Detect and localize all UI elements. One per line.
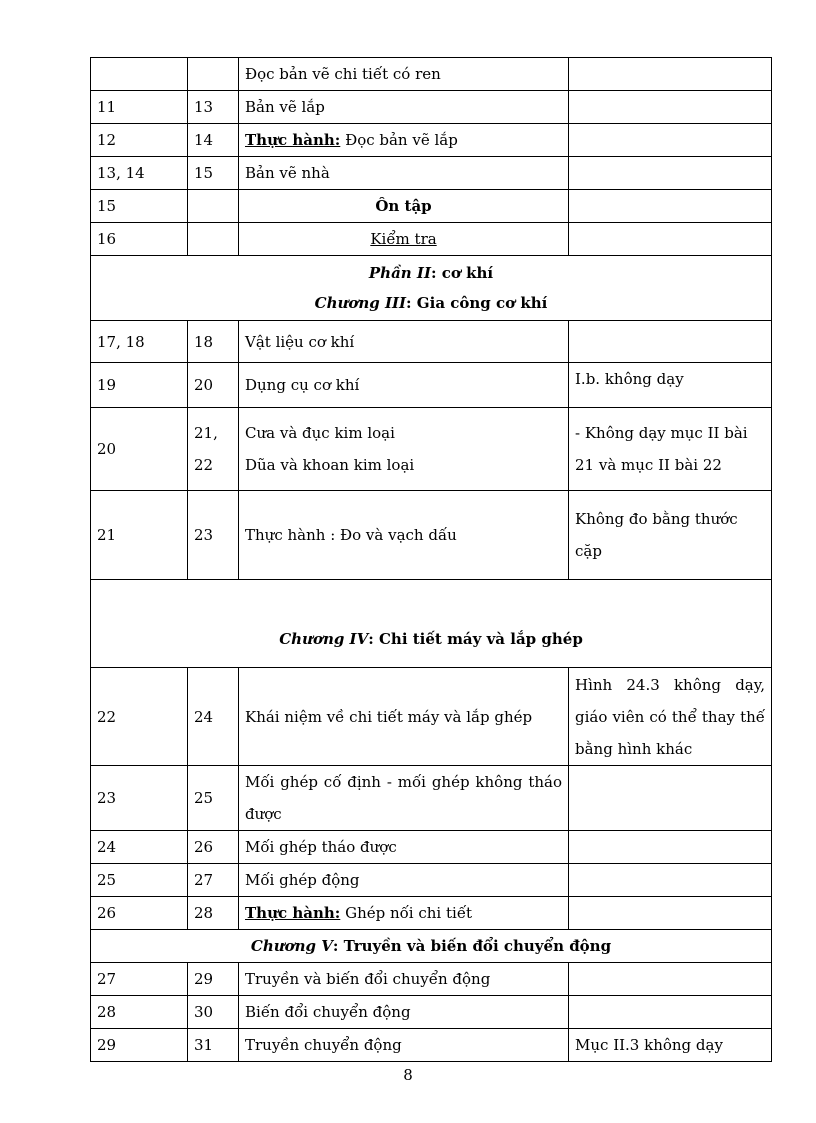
cell-lesson: 14	[188, 124, 239, 157]
cell-week: 17, 18	[91, 321, 188, 363]
section-heading-row	[91, 256, 772, 321]
cell-lesson: 26	[188, 831, 239, 864]
cell-note	[569, 766, 772, 831]
cell-week: 15	[91, 190, 188, 223]
cell-note	[569, 897, 772, 930]
cell-lesson: 18	[188, 321, 239, 363]
table-row	[91, 408, 772, 491]
chapter-title: Chương III: Gia công cơ khí	[314, 294, 548, 312]
cell-note: - Không dạy mục II bài 21 và mục II bài 22	[569, 408, 772, 491]
cell-note	[569, 58, 772, 91]
cell-note: Mục II.3 không dạy	[569, 1029, 772, 1062]
cell-lesson: 23	[188, 491, 239, 580]
table-row	[91, 668, 772, 766]
table-row	[91, 864, 772, 897]
cell-note	[569, 124, 772, 157]
cell-note	[569, 157, 772, 190]
practice-label: Thực hành:	[245, 904, 341, 922]
cell-week: 26	[91, 897, 188, 930]
cell-title: Truyền chuyển động	[239, 1029, 569, 1062]
cell-week: 29	[91, 1029, 188, 1062]
cell-week: 23	[91, 766, 188, 831]
cell-title: Bản vẽ nhà	[239, 157, 569, 190]
cell-title: Đọc bản vẽ chi tiết có ren	[239, 58, 569, 91]
cell-title: Truyền và biến đổi chuyển động	[239, 963, 569, 996]
cell-title: Khái niệm về chi tiết máy và lắp ghép	[239, 668, 569, 766]
cell-week: 11	[91, 91, 188, 124]
cell-note	[569, 321, 772, 363]
cell-note: Không đo bằng thước cặp	[569, 491, 772, 580]
table-row	[91, 963, 772, 996]
table-row	[91, 1029, 772, 1062]
cell-week	[91, 58, 188, 91]
cell-note	[569, 831, 772, 864]
table-row	[91, 897, 772, 930]
cell-note	[569, 190, 772, 223]
table-row	[91, 190, 772, 223]
cell-note: I.b. không dạy	[569, 363, 772, 408]
cell-week: 13, 14	[91, 157, 188, 190]
practice-label: Thực hành:	[245, 131, 341, 149]
cell-lesson: 15	[188, 157, 239, 190]
cell-lesson	[188, 190, 239, 223]
cell-lesson: 25	[188, 766, 239, 831]
cell-lesson: 28	[188, 897, 239, 930]
cell-title: Vật liệu cơ khí	[239, 321, 569, 363]
cell-lesson: 27	[188, 864, 239, 897]
cell-title-text: Đọc bản vẽ lắp	[340, 131, 458, 149]
cell-title: Thực hành : Đo và vạch dấu	[239, 491, 569, 580]
section-heading-row	[91, 580, 772, 668]
cell-lesson	[188, 58, 239, 91]
part-title: Phần II: cơ khí	[368, 264, 494, 282]
table-row	[91, 491, 772, 580]
cell-lesson: 24	[188, 668, 239, 766]
cell-title-text: Ghép nối chi tiết	[340, 904, 473, 922]
cell-lesson: 13	[188, 91, 239, 124]
cell-lesson: 29	[188, 963, 239, 996]
section-heading	[91, 256, 772, 321]
cell-lesson: 20	[188, 363, 239, 408]
table-row	[91, 321, 772, 363]
syllabus-table	[90, 57, 772, 1062]
cell-title: Mối ghép động	[239, 864, 569, 897]
cell-week: 16	[91, 223, 188, 256]
cell-note	[569, 864, 772, 897]
cell-week: 20	[91, 408, 188, 491]
cell-note: Hình 24.3 không dạy, giáo viên có thể thay thế bằng hình khác	[569, 668, 772, 766]
cell-lesson: 31	[188, 1029, 239, 1062]
cell-title: Dụng cụ cơ khí	[239, 363, 569, 408]
cell-week: 19	[91, 363, 188, 408]
table-row	[91, 363, 772, 408]
table-row	[91, 58, 772, 91]
cell-title: Ôn tập	[239, 190, 569, 223]
cell-week: 24	[91, 831, 188, 864]
cell-lesson: 21, 22	[188, 408, 239, 491]
cell-title: Mối ghép cố định - mối ghép không tháo được	[239, 766, 569, 831]
cell-title	[239, 124, 569, 157]
cell-title: Cưa và đục kim loại Dũa và khoan kim loại	[239, 408, 569, 491]
cell-week: 22	[91, 668, 188, 766]
cell-title: Biến đổi chuyển động	[239, 996, 569, 1029]
cell-title: Kiểm tra	[239, 223, 569, 256]
chapter-title: Chương IV: Chi tiết máy và lắp ghép	[91, 580, 772, 668]
cell-week: 28	[91, 996, 188, 1029]
chapter-title: Chương V: Truyền và biến đổi chuyển động	[91, 930, 772, 963]
table-row	[91, 157, 772, 190]
section-heading-row	[91, 930, 772, 963]
cell-note	[569, 91, 772, 124]
table-row	[91, 91, 772, 124]
cell-title: Bản vẽ lắp	[239, 91, 569, 124]
page-number: 8	[403, 1066, 413, 1084]
table-row	[91, 831, 772, 864]
cell-title	[239, 897, 569, 930]
cell-week: 27	[91, 963, 188, 996]
table-row	[91, 124, 772, 157]
cell-title: Mối ghép tháo được	[239, 831, 569, 864]
cell-note	[569, 223, 772, 256]
cell-note	[569, 996, 772, 1029]
cell-lesson	[188, 223, 239, 256]
table-row	[91, 766, 772, 831]
table-row	[91, 996, 772, 1029]
cell-note	[569, 963, 772, 996]
cell-week: 21	[91, 491, 188, 580]
table-row	[91, 223, 772, 256]
cell-week: 12	[91, 124, 188, 157]
cell-lesson: 30	[188, 996, 239, 1029]
cell-week: 25	[91, 864, 188, 897]
